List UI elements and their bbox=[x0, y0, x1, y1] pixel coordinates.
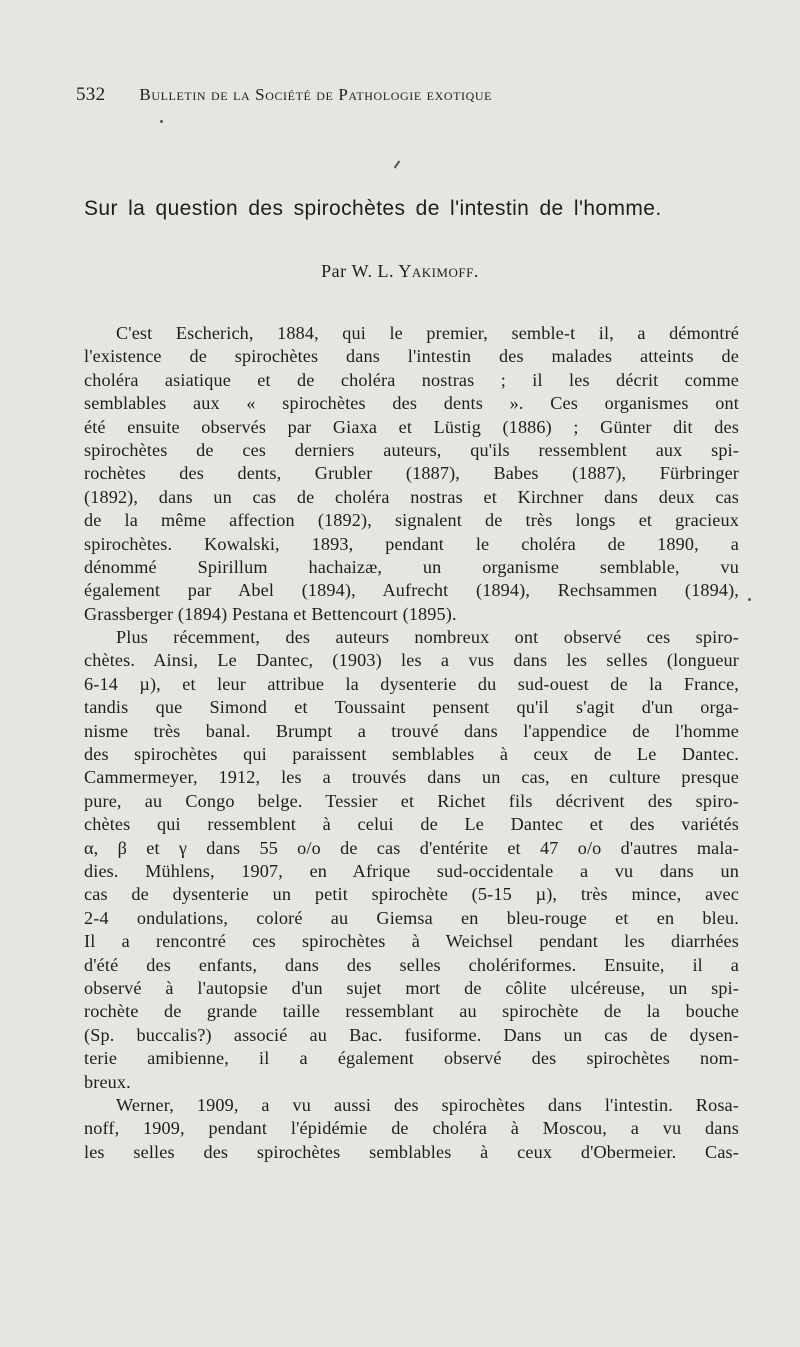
body-line: été ensuite observés par Giaxa et Lüstig (1886) ; Günter dit des bbox=[84, 416, 739, 437]
body-line: Grassberger (1894) Pestana et Bettencourt (1895). bbox=[84, 603, 457, 624]
body-line: chètes qui ressemblent à celui de Le Dantec et des variétés bbox=[84, 814, 739, 835]
body-line: chètes. Ainsi, Le Dantec, (1903) les a vus dans les selles (longueur bbox=[84, 650, 739, 671]
body-line: l'existence de spirochètes dans l'intestin des malades atteints de bbox=[84, 346, 739, 367]
body-line: 6-14 µ), et leur attribue la dysenterie du sud-ouest de la France, bbox=[84, 673, 739, 694]
body-line: Il a rencontré ces spirochètes à Weichsel pendant les diarrhées bbox=[84, 931, 739, 952]
byline-prefix: Par bbox=[321, 261, 347, 281]
body-line: cas de dysenterie un petit spirochète (5-15 µ), très mince, avec bbox=[84, 884, 739, 905]
body-line: de la même affection (1892), signalent de très longs et gracieux bbox=[84, 510, 739, 531]
body-line: noff, 1909, pendant l'épidémie de choléra à Moscou, a vu dans bbox=[84, 1118, 739, 1139]
body-line: observé à l'autopsie d'un sujet mort de côlite ulcéreuse, un spi- bbox=[84, 977, 739, 998]
byline bbox=[0, 261, 800, 282]
byline-author: W. L. Yakimoff. bbox=[351, 261, 479, 281]
body-line: rochètes des dents, Grubler (1887), Babes (1887), Fürbringer bbox=[84, 463, 739, 484]
print-speck bbox=[160, 120, 163, 123]
article-body bbox=[84, 322, 739, 1164]
body-line: les selles des spirochètes semblables à ceux d'Obermeier. Cas- bbox=[84, 1141, 739, 1162]
body-line: nisme très banal. Brumpt a trouvé dans l'appendice de l'homme bbox=[84, 720, 739, 741]
body-line: d'été des enfants, dans des selles cholériformes. Ensuite, il a bbox=[84, 954, 739, 975]
article-title: Sur la question des spirochètes de l'intestin de l'homme. bbox=[84, 197, 662, 220]
body-line: spirochètes de ces derniers auteurs, qu'ils ressemblent aux spi- bbox=[84, 439, 739, 460]
body-line: semblables aux « spirochètes des dents ». Ces organismes ont bbox=[84, 393, 739, 414]
body-line: dies. Mühlens, 1907, en Afrique sud-occidentale a vu dans un bbox=[84, 860, 739, 881]
body-line: choléra asiatique et de choléra nostras ; il les décrit comme bbox=[84, 369, 739, 390]
print-speck bbox=[748, 598, 751, 601]
running-head bbox=[76, 84, 636, 106]
body-line: α, β et γ dans 55 o/o de cas d'entérite et 47 o/o d'autres mala- bbox=[84, 837, 739, 858]
body-line: (Sp. buccalis?) associé au Bac. fusiforme. Dans un cas de dysen- bbox=[84, 1024, 739, 1045]
body-line: Plus récemment, des auteurs nombreux ont observé ces spiro- bbox=[116, 627, 739, 648]
body-line: rochète de grande taille ressemblant au spirochète de la bouche bbox=[84, 1001, 739, 1022]
body-line: des spirochètes qui paraissent semblables à ceux de Le Dantec. bbox=[84, 744, 739, 765]
page-number: 532 bbox=[76, 84, 106, 105]
body-line: spirochètes. Kowalski, 1893, pendant le choléra de 1890, a bbox=[84, 533, 739, 554]
body-line: breux. bbox=[84, 1071, 131, 1092]
print-speck bbox=[394, 160, 401, 169]
body-line: Werner, 1909, a vu aussi des spirochètes dans l'intestin. Rosa- bbox=[116, 1094, 739, 1115]
body-line: C'est Escherich, 1884, qui le premier, semble-t il, a démontré bbox=[116, 323, 739, 343]
body-line: Cammermeyer, 1912, les a trouvés dans un cas, en culture presque bbox=[84, 767, 739, 788]
body-line: également par Abel (1894), Aufrecht (1894), Rechsammen (1894), bbox=[84, 580, 739, 601]
body-line: terie amibienne, il a également observé des spirochètes nom- bbox=[84, 1048, 739, 1069]
journal-title: Bulletin de la Société de Pathologie exotique bbox=[139, 85, 493, 104]
body-line: 2-4 ondulations, coloré au Giemsa en bleu-rouge et en bleu. bbox=[84, 907, 739, 928]
body-line: pure, au Congo belge. Tessier et Richet fils décrivent des spiro- bbox=[84, 790, 739, 811]
body-line: dénommé Spirillum hachaizæ, un organisme semblable, vu bbox=[84, 556, 739, 577]
body-line: tandis que Simond et Toussaint pensent qu'il s'agit d'un orga- bbox=[84, 697, 739, 718]
body-line: (1892), dans un cas de choléra nostras et Kirchner dans deux cas bbox=[84, 486, 739, 507]
